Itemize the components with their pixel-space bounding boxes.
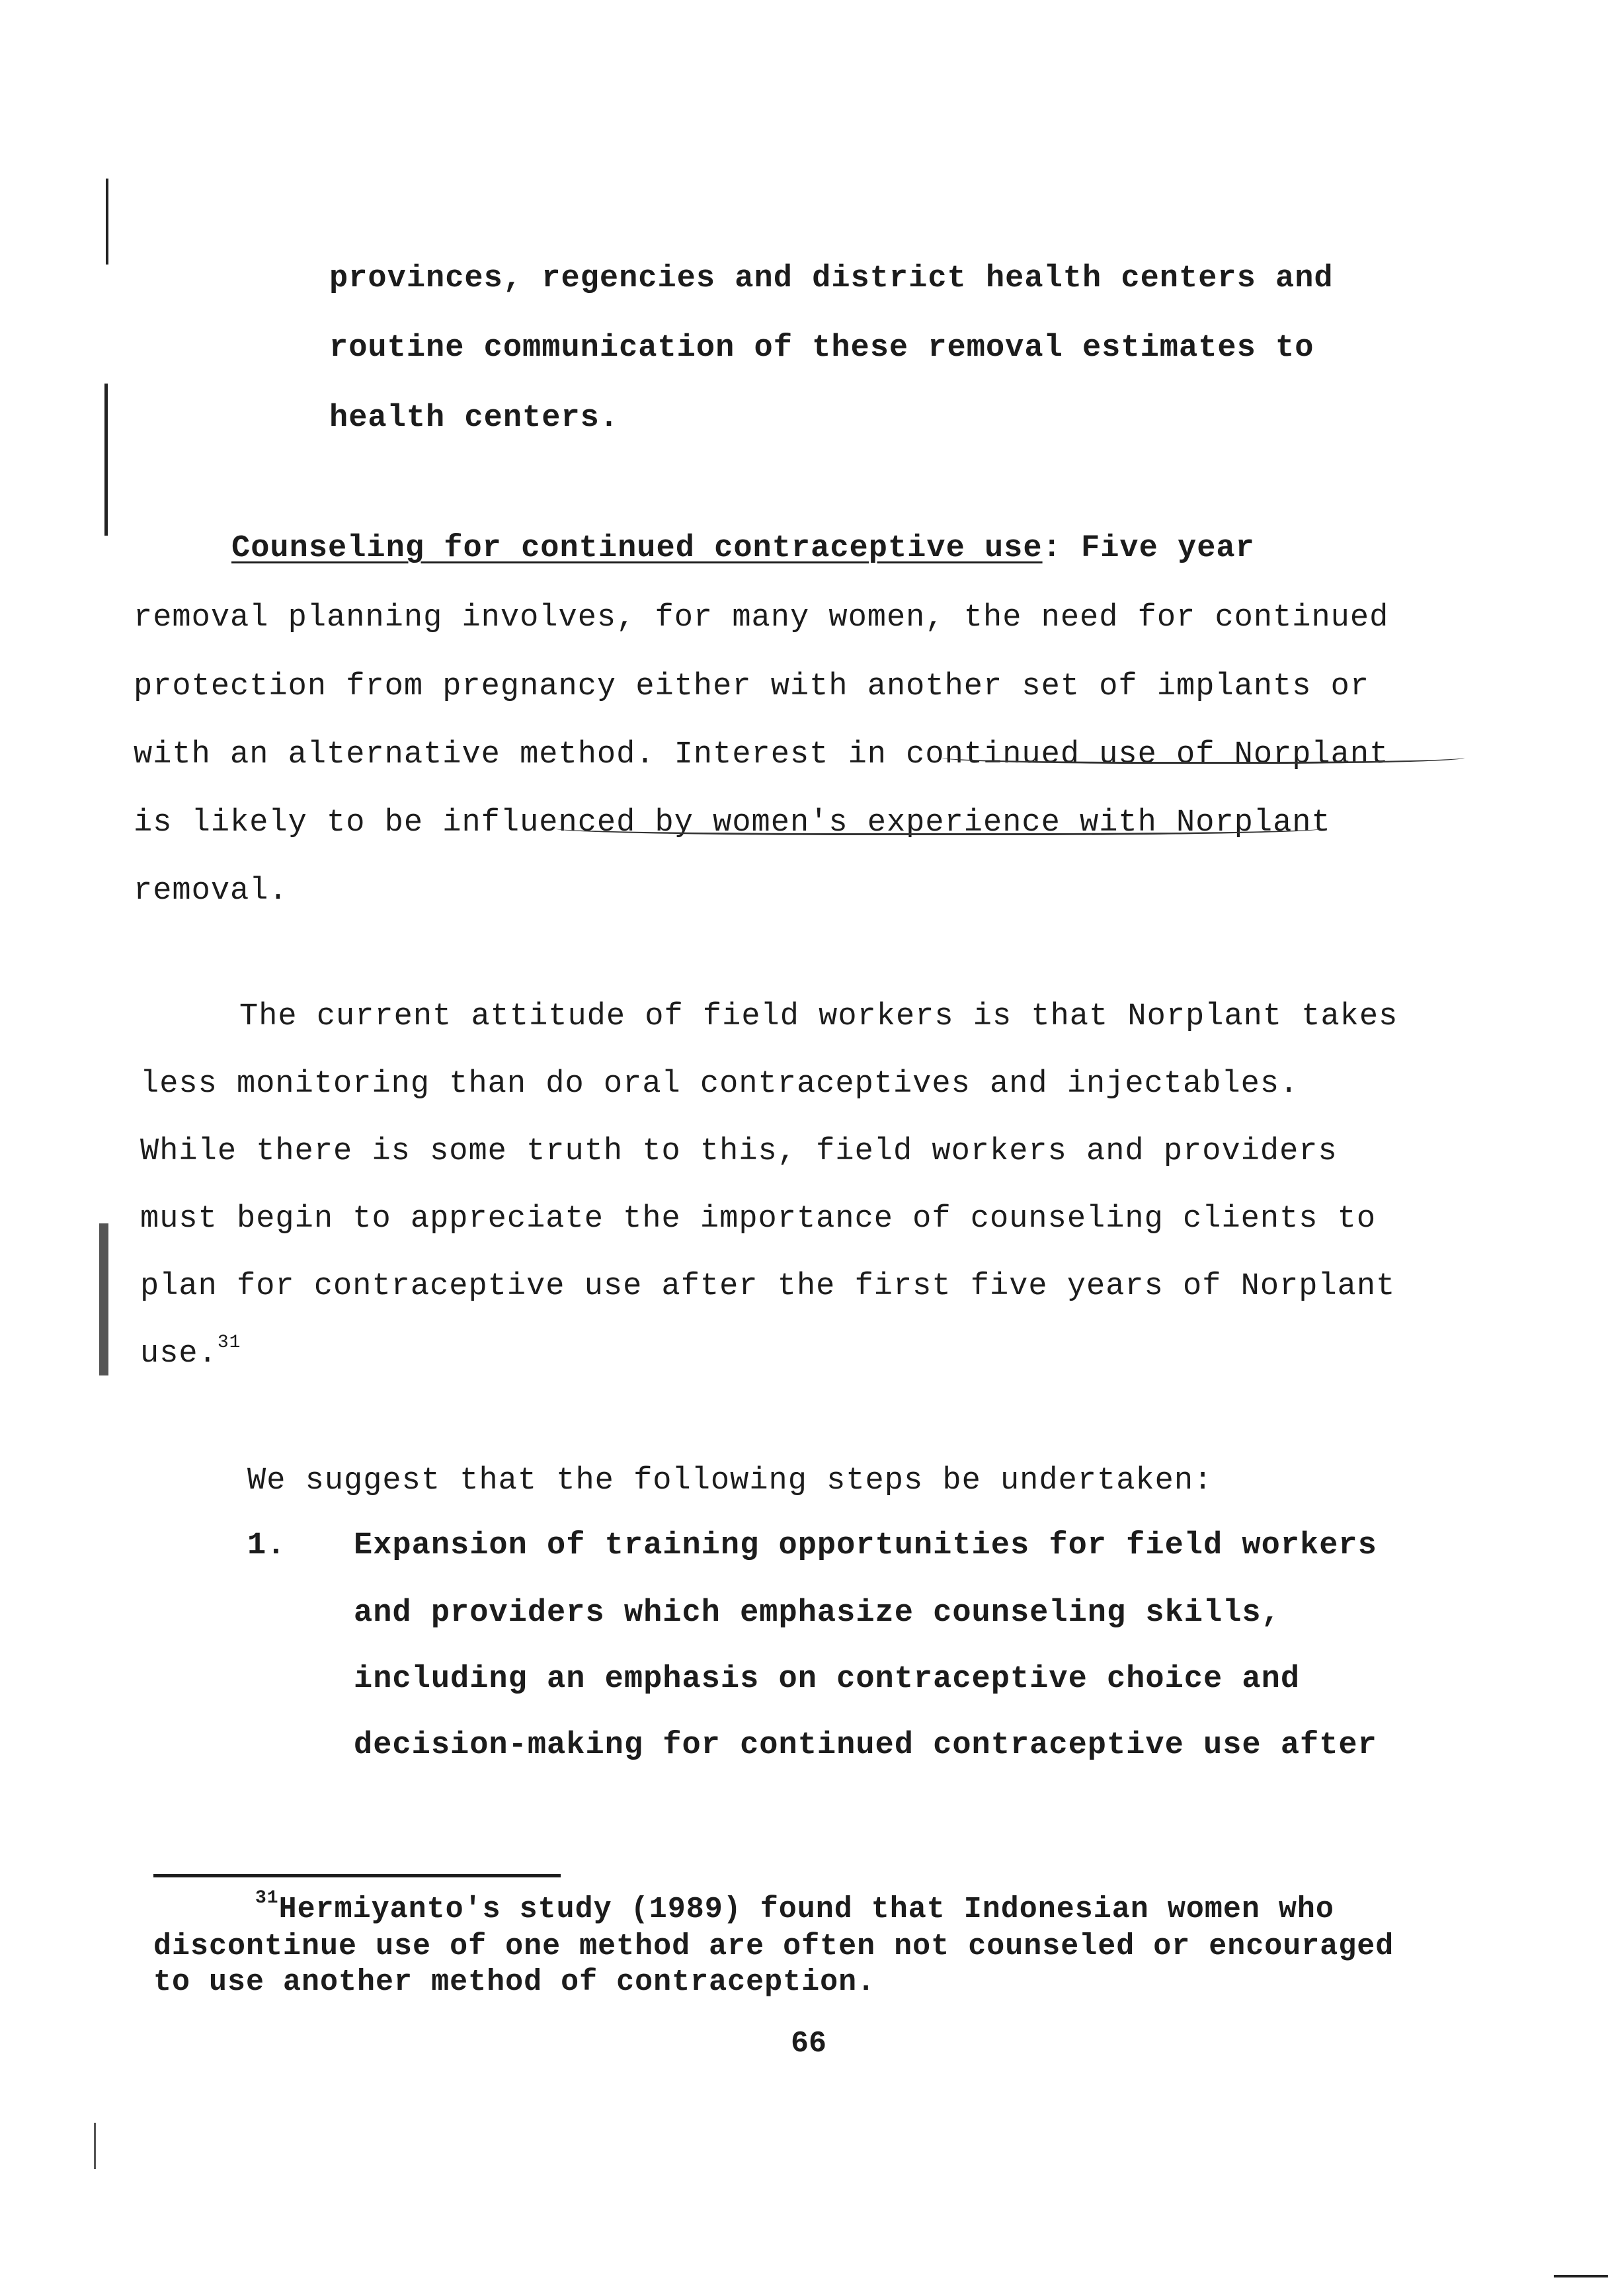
step-1-line-3: including an emphasis on contraceptive choice and <box>354 1662 1301 1697</box>
step-1-line-1: Expansion of training opportunities for field workers <box>354 1528 1377 1563</box>
scan-mark-2 <box>104 384 108 536</box>
paragraph2-last-line <box>140 1334 241 1374</box>
continuation-line-1: provinces, regencies and district health centers and <box>329 261 1334 296</box>
section-heading-line <box>231 529 1255 569</box>
continuation-line-2: routine communication of these removal estimates to <box>329 331 1314 366</box>
steps-intro: We suggest that the following steps be undertaken: <box>247 1463 1213 1498</box>
section-heading-tail: : Five year <box>1042 531 1255 566</box>
paragraph2-line-2: less monitoring than do oral contraceptives and injectables. <box>140 1067 1299 1102</box>
paragraph2-line-4: must begin to appreciate the importance of counseling clients to <box>140 1202 1377 1237</box>
section-heading: Counseling for continued contraceptive use <box>231 531 1043 566</box>
scan-mark-5 <box>1554 2275 1608 2277</box>
footnote-reference: 31 <box>217 1332 241 1353</box>
step-1-line-4: decision-making for continued contraceptive use after <box>354 1728 1377 1763</box>
footnote-separator <box>153 1874 561 1877</box>
paragraph2-line-3: While there is some truth to this, field workers and providers <box>140 1134 1338 1169</box>
footnote-line-1 <box>255 1888 1334 1927</box>
step-1-line-2: and providers which emphasize counseling skills, <box>354 1596 1281 1631</box>
scan-mark-4 <box>94 2123 96 2169</box>
section-body-line-3: with an alternative method. Interest in continued use of Norplant <box>134 737 1389 772</box>
paragraph2-line-5: plan for contraceptive use after the first five years of Norplant <box>140 1269 1396 1304</box>
footnote-line-3: to use another method of contraception. <box>153 1965 876 1999</box>
section-body-line-2: protection from pregnancy either with another set of implants or <box>134 669 1370 704</box>
step-1-number: 1. <box>247 1528 286 1563</box>
footnote-marker: 31 <box>255 1888 279 1908</box>
page-number: 66 <box>791 2027 827 2061</box>
paragraph2-last-text: use. <box>140 1336 218 1372</box>
paragraph2-line-1: The current attitude of field workers is that Norplant takes <box>239 999 1398 1034</box>
scan-mark-1 <box>106 179 108 265</box>
footnote-line-2: discontinue use of one method are often not counseled or encouraged <box>153 1930 1394 1963</box>
footnote-first-text: Hermiyanto's study (1989) found that Indonesian women who <box>278 1893 1334 1926</box>
section-body-line-4: is likely to be influenced by women's experience with Norplant <box>134 805 1331 840</box>
section-body-line-5: removal. <box>134 874 288 909</box>
pen-underline-1 <box>942 749 1465 764</box>
pen-underline-2 <box>555 819 1322 835</box>
section-body-line-1: removal planning involves, for many women, the need for continued <box>134 600 1389 636</box>
scan-mark-3 <box>99 1223 108 1375</box>
continuation-line-3: health centers. <box>329 401 620 436</box>
